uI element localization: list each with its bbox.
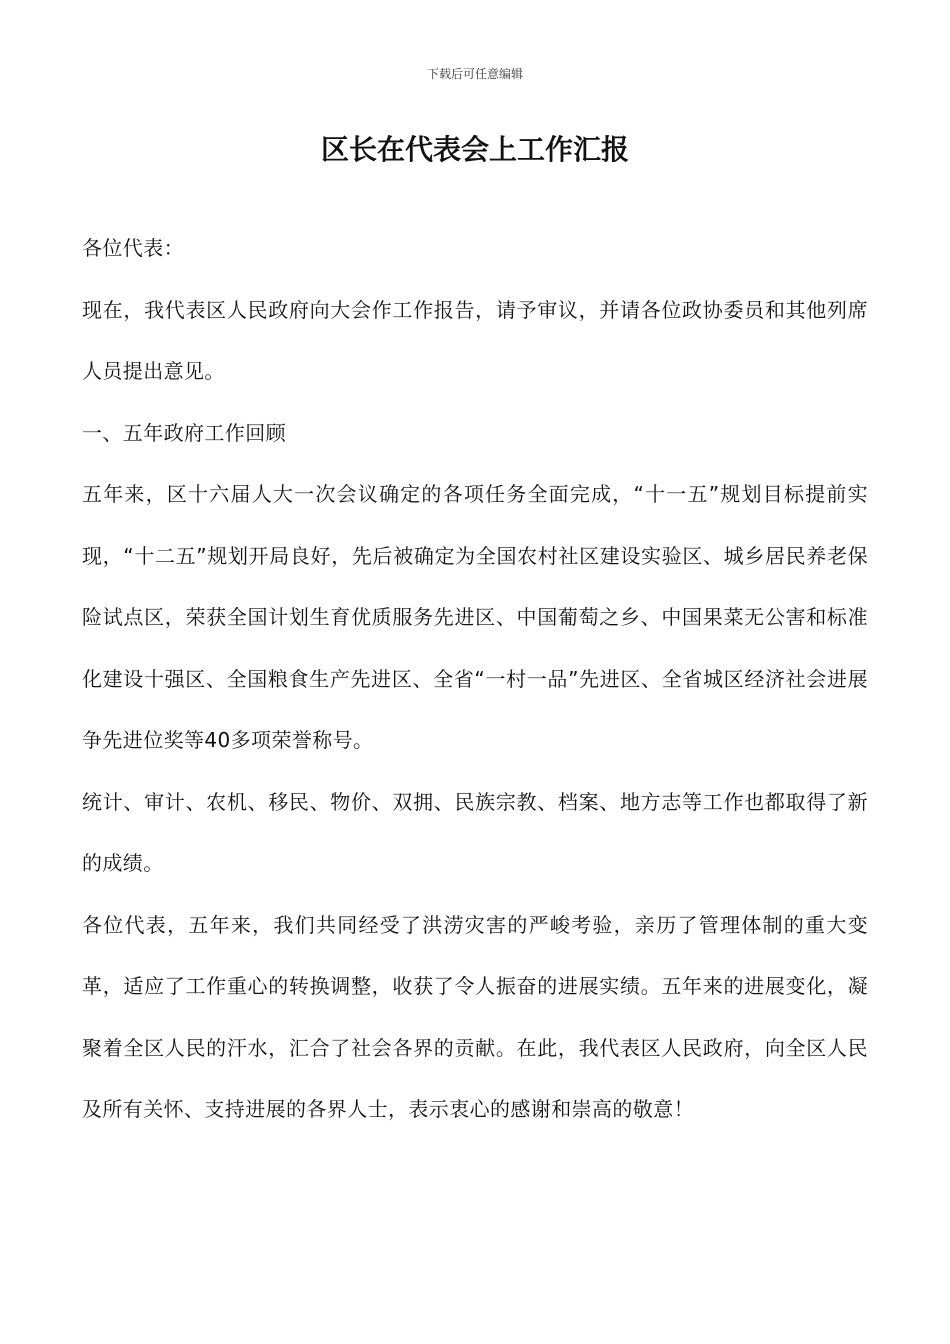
document-title: 区长在代表会上工作汇报 bbox=[320, 133, 629, 166]
paragraph-intro: 现在，我代表区人民政府向大会作工作报告，请予审议，并请各位政协委员和其他列席人员提出意见。 bbox=[82, 297, 868, 383]
document-body bbox=[82, 218, 868, 1141]
paragraph-other-work: 统计、审计、农机、移民、物价、双拥、民族宗教、档案、地方志等工作也都取得了新的成绩。 bbox=[82, 789, 868, 875]
paragraph-achievements: 五年来，区十六届人大一次会议确定的各项任务全面完成，“十一五”规划目标提前实现，“十二五”规划开局良好，先后被确定为全国农村社区建设实验区、城乡居民养老保险试点区，荣获全国计划生育优质服务先进区、中国葡萄之乡、中国果菜无公害和标准化建设十强区、全国粮食生产先进区、全省“一村一品”先进区、全省城区经济社会进展争先进位奖等40多项荣誉称号。 bbox=[82, 482, 868, 752]
salutation: 各位代表： bbox=[82, 236, 184, 260]
header-note: 下载后可任意编辑 bbox=[426, 67, 523, 81]
section-heading: 一、五年政府工作回顾 bbox=[82, 420, 286, 445]
paragraph-thanks: 各位代表，五年来，我们共同经受了洪涝灾害的严峻考验，亲历了管理体制的重大变革，适应了工作重心的转换调整，收获了令人振奋的进展实绩。五年来的进展变化，凝聚着全区人民的汗水，汇合了社会各界的贡献。在此，我代表区人民政府，向全区人民及所有关怀、支持进展的各界人士，表示衷心的感谢和崇高的敬意！ bbox=[82, 912, 868, 1121]
